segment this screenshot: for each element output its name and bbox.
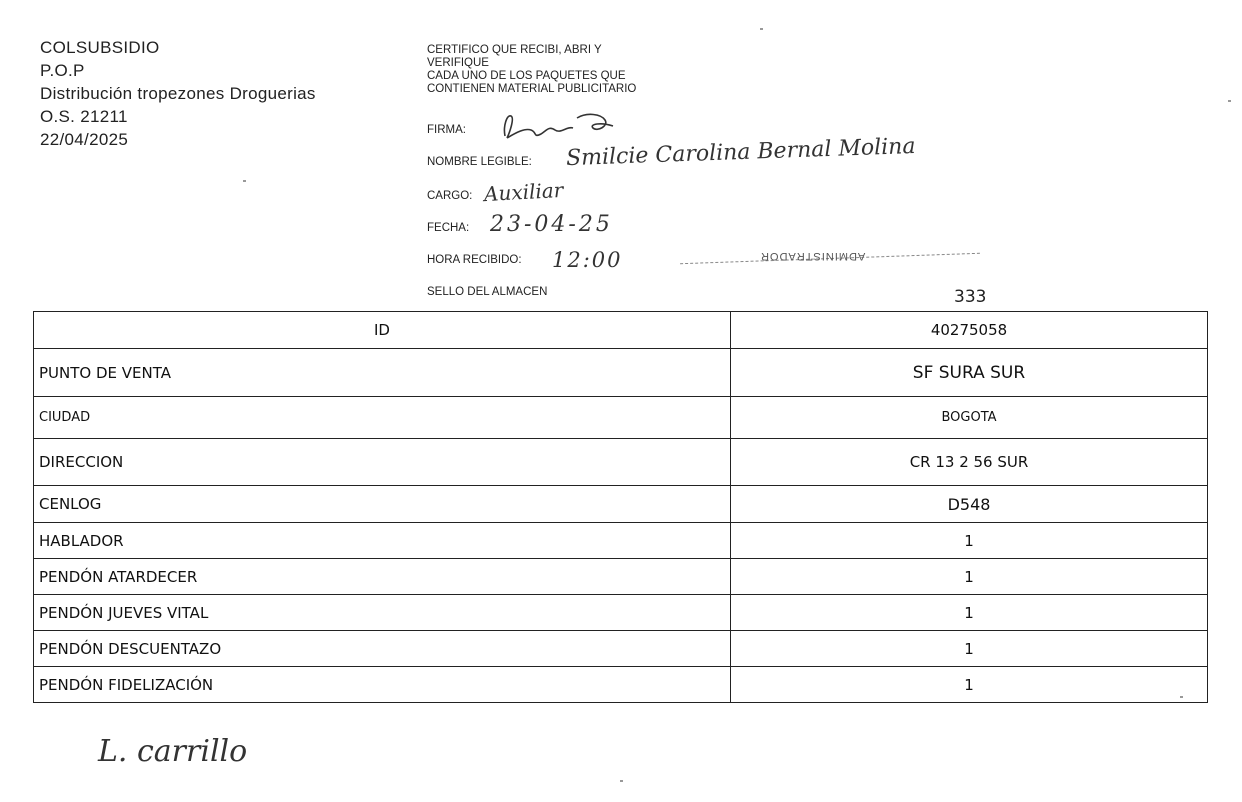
row-value-pendon-fidelizacion: 1	[731, 667, 1208, 703]
nombre-value: Smilcie Carolina Bernal Molina	[565, 133, 916, 172]
store-number: 333	[954, 287, 987, 307]
row-label-pendon-descuentazo: PENDÓN DESCUENTAZO	[34, 631, 731, 667]
scan-noise	[1228, 100, 1231, 102]
scan-noise	[760, 28, 763, 30]
table-row	[34, 439, 1208, 486]
delivery-table	[33, 311, 1208, 703]
row-value-cenlog: D548	[731, 486, 1208, 523]
distribution-title: Distribución tropezones Droguerias	[40, 84, 316, 103]
sello-label: SELLO DEL ALMACEN	[427, 286, 548, 298]
table-row	[34, 486, 1208, 523]
cargo-label: CARGO:	[427, 190, 473, 202]
row-label-direccion: DIRECCION	[34, 439, 731, 486]
fecha-label: FECHA:	[427, 222, 470, 234]
table-row	[34, 559, 1208, 595]
row-value-ciudad: BOGOTA	[731, 397, 1208, 439]
department: P.O.P	[40, 61, 85, 80]
row-label-punto-venta: PUNTO DE VENTA	[34, 349, 731, 397]
row-label-pendon-jueves-vital: PENDÓN JUEVES VITAL	[34, 595, 731, 631]
row-label-hablador: HABLADOR	[34, 523, 731, 559]
row-value-pendon-jueves-vital: 1	[731, 595, 1208, 631]
firma-label: FIRMA:	[427, 124, 466, 136]
scan-noise	[243, 180, 246, 182]
bottom-signature: L. carrillo	[98, 734, 248, 769]
table-row	[34, 312, 1208, 349]
cert-line-3: CADA UNO DE LOS PAQUETES QUE	[427, 70, 626, 82]
table-row	[34, 397, 1208, 439]
table-row	[34, 523, 1208, 559]
cargo-value: Auxiliar	[483, 177, 564, 207]
hora-label: HORA RECIBIDO:	[427, 254, 522, 266]
company-name: COLSUBSIDIO	[40, 38, 160, 57]
table-row	[34, 631, 1208, 667]
row-value-punto-venta: SF SURA SUR	[731, 349, 1208, 397]
certification-text	[427, 44, 636, 96]
row-label-cenlog: CENLOG	[34, 486, 731, 523]
row-value-direccion: CR 13 2 56 SUR	[731, 439, 1208, 486]
scan-noise	[1180, 696, 1183, 698]
table-row	[34, 667, 1208, 703]
row-label-pendon-atardecer: PENDÓN ATARDECER	[34, 559, 731, 595]
table-row	[34, 595, 1208, 631]
row-label-id: ID	[34, 312, 731, 349]
row-value-hablador: 1	[731, 523, 1208, 559]
scan-noise	[620, 780, 623, 782]
cert-line-2: VERIFIQUE	[427, 57, 489, 69]
table-row	[34, 349, 1208, 397]
nombre-label: NOMBRE LEGIBLE:	[427, 156, 532, 168]
stamp-text: ADMINISTRADOR	[760, 250, 866, 262]
row-value-pendon-atardecer: 1	[731, 559, 1208, 595]
row-label-ciudad: CIUDAD	[34, 397, 731, 439]
row-value-pendon-descuentazo: 1	[731, 631, 1208, 667]
hora-value: 12:00	[552, 248, 623, 272]
signature-scrawl	[497, 108, 622, 142]
row-value-id: 40275058	[731, 312, 1208, 349]
cert-line-4: CONTIENEN MATERIAL PUBLICITARIO	[427, 83, 637, 95]
row-label-pendon-fidelizacion: PENDÓN FIDELIZACIÓN	[34, 667, 731, 703]
fecha-value: 23-04-25	[490, 212, 613, 237]
header-company-block	[40, 36, 316, 151]
cert-line-1: CERTIFICO QUE RECIBI, ABRI Y	[427, 44, 602, 56]
order-number: O.S. 21211	[40, 107, 128, 126]
document-date: 22/04/2025	[40, 130, 129, 149]
